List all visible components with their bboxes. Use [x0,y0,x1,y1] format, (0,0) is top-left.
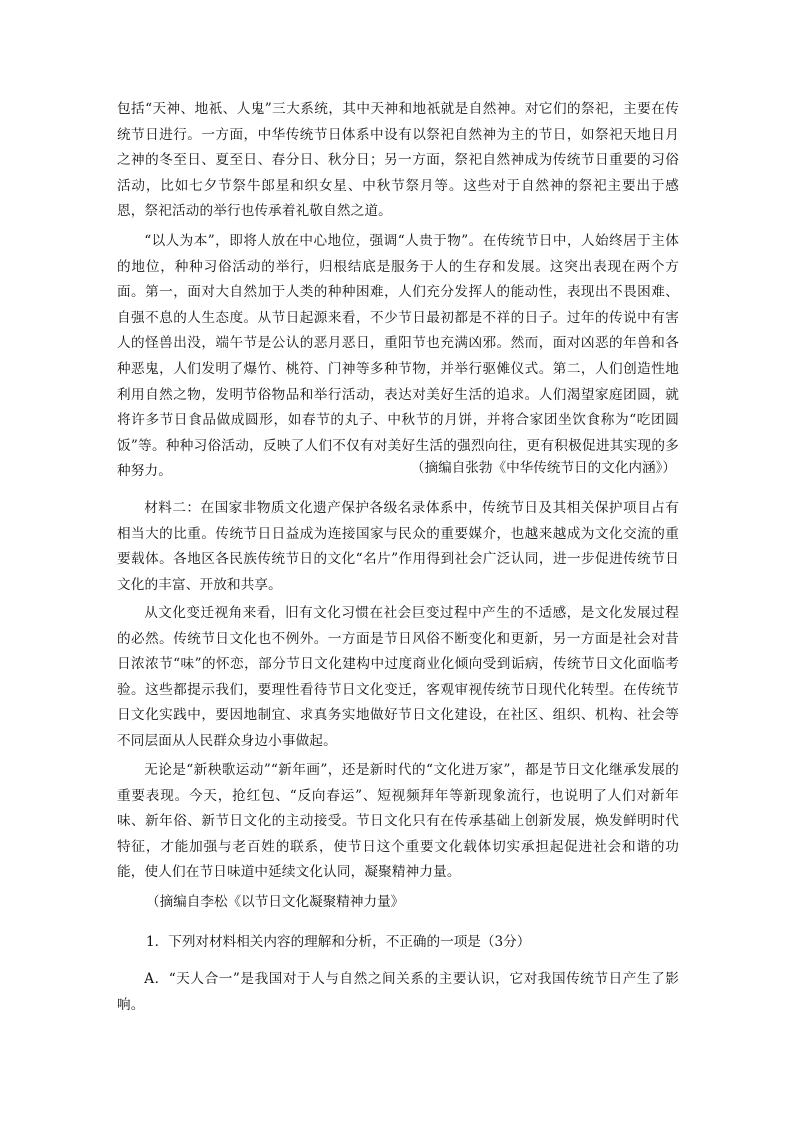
option-a: A．“天人合一”是我国对于人与自然之间关系的主要认识，它对我国传统节日产生了影响。 [117,971,679,1013]
question-1: 1．下列对材料相关内容的理解和分析，不正确的一项是（3分） [146,934,531,950]
paragraph-natural-gods: 包括“天神、地祇、人鬼”三大系统，其中天神和地祇就是自然神。对它们的祭祀，主要在传统节日进行。一方面，中华传统节日体系中设有以祭祀自然神为主的节日，如祭祀天地日月之神的冬至日、夏至日、春分日、秋分日；另一方面，祭祀自然神成为传统节日重要的习俗活动，比如七夕节祭牛郎星和织女星、中秋节祭月等。这些对于自然神的祭祀主要出于感恩，祭祀活动的举行也传承着礼敬自然之道。 [117,101,679,220]
paragraph-inheritance: 无论是“新秧歌运动”“新年画”，还是新时代的“文化进万家”，都是节日文化继承发展的重要表现。今天，抢红包、“反向春运”、短视频拜年等新现象流行，也说明了人们对新年味、新年俗、新节日文化的主动接受。节日文化只有在传承基础上创新发展，焕发鲜明时代特征，才能加强与老百姓的联系，使节日这个重要文化载体切实承担起促进社会和谐的功能，使人们在节日味道中延续文化认同，凝聚精神力量。 [117,762,679,881]
paragraph-material-two: 材料二：在国家非物质文化遗产保护各级名录体系中，传统节日及其相关保护项目占有相当大的比重。传统节日日益成为连接国家与民众的重要媒介，也越来越成为文化交流的重要载体。各地区各民族传统节日的文化“名片”作用得到社会广泛认同，进一步促进传统节日文化的丰富、开放和共享。 [117,500,679,593]
paragraph-cultural-change: 从文化变迁视角来看，旧有文化习惯在社会巨变过程中产生的不适感，是文化发展过程的必然。传统节日文化也不例外。一方面是节日风俗不断变化和更新，另一方面是社会对昔日浓浓节“味”的怀恋，部分节日文化建构中过度商业化倾向受到诟病，传统节日文化面临考验。这些都提示我们，要理性看待节日文化变迁，客观审视传统节日现代化转型。在传统节日文化实践中，要因地制宜、求真务实地做好节日文化建设，在社区、组织、机构、社会等不同层面从人民群众身边小事做起。 [117,605,679,749]
source-citation-2: （摘编自李松《以节日文化凝聚精神力量》 [146,894,405,910]
source-citation-1: （摘编自张勃《中华传统节日的文化内涵》） [410,460,676,476]
paragraph-people-oriented: “以人为本”，即将人放在中心地位，强调“人贵于物”。在传统节日中，人始终居于主体的地位，种种习俗活动的举行，归根结底是服务于人的生存和发展。这突出表现在两个方面。第一，面对大自然加于人类的种种困难，人们充分发挥人的能动性，表现出不畏困难、自强不息的人生态度。从节日起源来看，不少节日最初都是不祥的日子。过年的传说中有害人的怪兽出没，端午节是公认的恶月恶日，重阳节也充满凶邪。然而，面对凶恶的年兽和各种恶鬼，人们发明了爆竹、桃符、门神等多种节物，并举行驱傩仪式。第二，人们创造性地利用自然之物，发明节俗物品和举行活动，表达对美好生活的追求。人们渴望家庭团圆，就将许多节日食品做成圆形，如春节的丸子、中秋节的月饼，并将合家团坐饮食称为“吃团圆饭”等。种种习俗活动，反映了人们不仅有对美好生活的强烈向往，更有积极促进其实现的多种努力。 [117,233,679,480]
